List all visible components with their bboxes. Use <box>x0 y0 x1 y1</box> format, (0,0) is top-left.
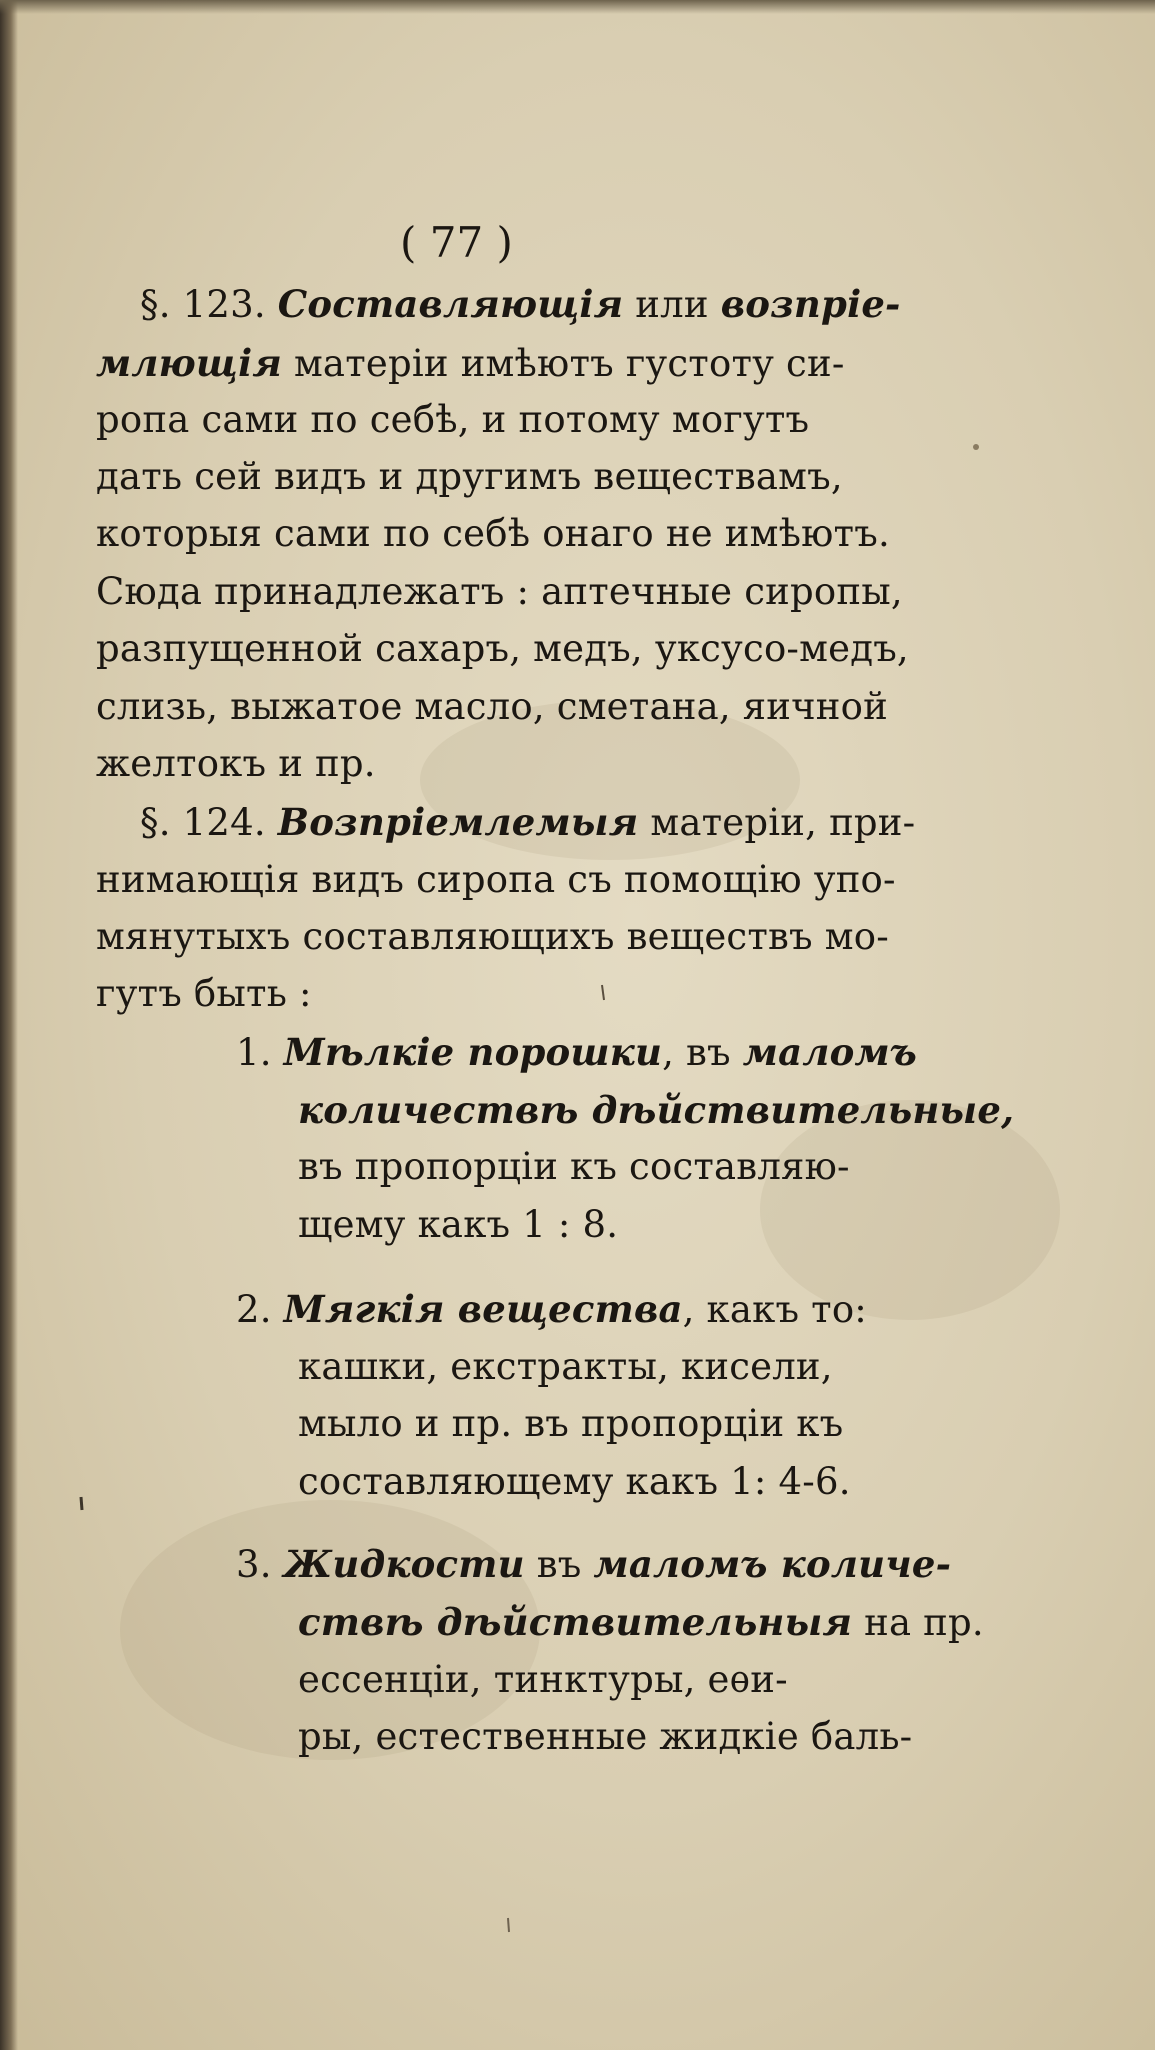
item-3-line-1: 3. Жидкости въ маломъ количе- <box>236 1542 952 1586</box>
para-123-line-8: слизь, выжатое масло, сметана, яичной <box>96 685 889 728</box>
para-123-line-5: которыя сами по себѣ онаго не имѣютъ. <box>96 512 890 555</box>
para-123-line-1: §. 123. Составляющія или возпріе- <box>140 282 901 326</box>
item-number: 1. <box>236 1031 272 1074</box>
para-123-line-9: желтокъ и пр. <box>96 742 376 785</box>
item-1-line-1: 1. Мѣлкіе порошки, въ маломъ <box>236 1030 917 1074</box>
term-italic: Мѣлкіе порошки <box>283 1030 663 1074</box>
item-2-line-4: составляющему какъ 1: 4-6. <box>298 1460 851 1503</box>
ink-speck <box>602 985 604 1000</box>
term-italic: Жидкости <box>283 1542 525 1586</box>
item-1-line-4: щему какъ 1 : 8. <box>298 1203 619 1246</box>
para-124-line-4: гутъ быть : <box>96 972 312 1015</box>
para-123-line-4: дать сей видъ и другимъ веществамъ, <box>96 455 843 498</box>
para-124-line-1: §. 124. Возпріемлемыя матеріи, при- <box>140 800 916 844</box>
term-italic: Возпріемлемыя <box>277 800 639 844</box>
ink-speck <box>81 1497 82 1510</box>
term-italic: количествѣ дѣйствительные, <box>298 1088 1015 1132</box>
para-123-line-7: разпущенной сахаръ, медъ, уксусо-медъ, <box>96 627 909 670</box>
item-number: 2. <box>236 1288 272 1331</box>
para-124-line-3: мянутыхъ составляющихъ веществъ мо- <box>96 915 889 958</box>
ink-speck <box>973 444 979 450</box>
term-italic: ствѣ дѣйствительныя <box>298 1600 853 1644</box>
term-italic: млющія <box>96 341 282 385</box>
para-123-line-2: млющія матеріи имѣютъ густоту си- <box>96 341 845 385</box>
item-2-line-3: мыло и пр. въ пропорціи къ <box>298 1402 844 1445</box>
item-number: 3. <box>236 1543 272 1586</box>
section-number: §. 124. <box>140 801 266 844</box>
para-124-line-2: нимающія видъ сиропа съ помощію упо- <box>96 858 896 901</box>
item-2-line-1: 2. Мягкія вещества, какъ то: <box>236 1287 867 1331</box>
section-number: §. 123. <box>140 283 266 326</box>
para-123-line-6: Сюда принадлежатъ : аптечные сиропы, <box>96 570 903 613</box>
item-3-line-4: ры, естественные жидкіе баль- <box>298 1715 913 1758</box>
term-italic: Составляющія <box>277 282 624 326</box>
ink-speck <box>508 1918 509 1932</box>
page-number: ( 77 ) <box>400 218 513 267</box>
item-1-line-3: въ пропорціи къ составляю- <box>298 1145 850 1188</box>
term-italic: возпріе- <box>720 282 901 326</box>
term-italic: Мягкія вещества <box>283 1287 683 1331</box>
term-italic: маломъ <box>742 1030 917 1074</box>
term-italic: маломъ количе- <box>593 1542 952 1586</box>
item-3-line-2: ствѣ дѣйствительныя на пр. <box>298 1600 984 1644</box>
item-3-line-3: ессенціи, тинктуры, еѳи- <box>298 1658 788 1701</box>
para-123-line-3: ропа сами по себѣ, и потому могутъ <box>96 398 810 441</box>
item-2-line-2: кашки, екстракты, кисели, <box>298 1345 833 1388</box>
